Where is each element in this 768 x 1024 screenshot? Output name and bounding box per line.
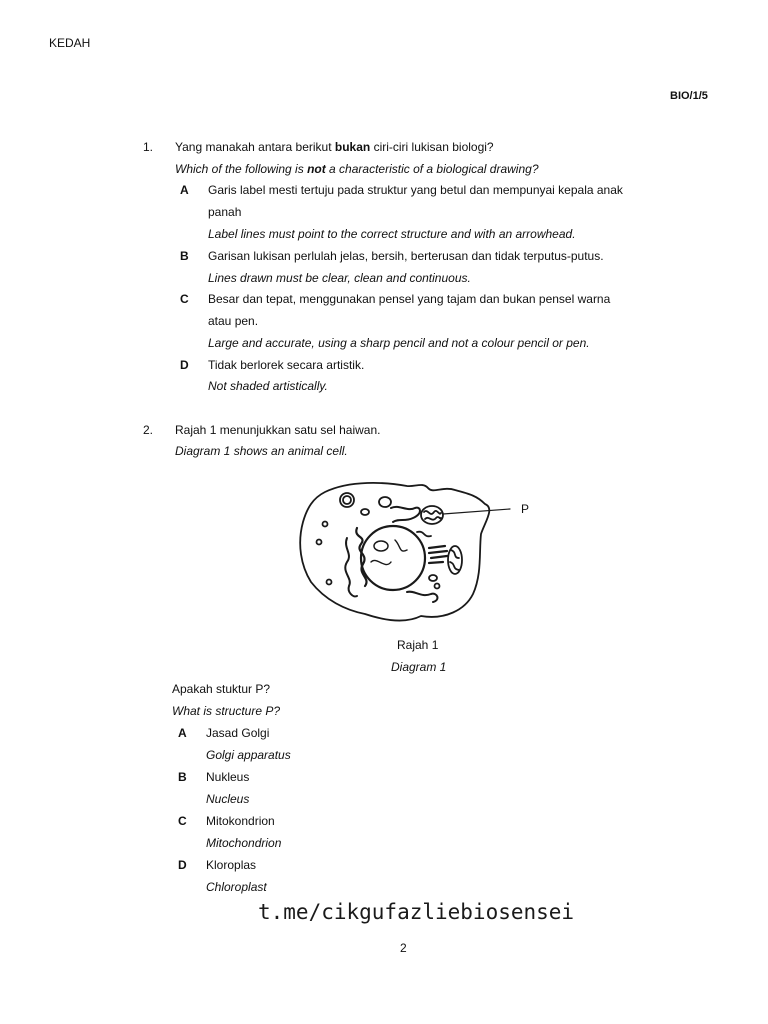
page-number: 2 bbox=[400, 941, 407, 955]
option-text-english: Label lines must point to the correct structure and with an arrowhead. bbox=[208, 227, 576, 241]
diagram-caption-english: Diagram 1 bbox=[391, 660, 447, 674]
option-text-malay: Nukleus bbox=[206, 770, 250, 784]
question-stem-malay: Apakah stuktur P? bbox=[172, 682, 271, 696]
vacuole bbox=[379, 497, 391, 507]
vacuole bbox=[317, 540, 322, 545]
watermark-link[interactable]: t.me/cikgufazliebiosensei bbox=[258, 900, 575, 924]
question-stem-malay: Yang manakah antara berikut bukan ciri-ciri lukisan biologi? bbox=[175, 140, 494, 154]
option-text-english: Large and accurate, using a sharp pencil and not a colour pencil or pen. bbox=[208, 336, 590, 350]
question-intro-english: Diagram 1 shows an animal cell. bbox=[175, 444, 348, 458]
chromatin bbox=[371, 540, 407, 565]
mitochondrion-cristae bbox=[424, 511, 441, 520]
mitochondrion-p bbox=[421, 506, 443, 524]
organelle bbox=[429, 575, 437, 581]
option-text-english: Not shaded artistically. bbox=[208, 379, 328, 393]
option-text-english: Chloroplast bbox=[206, 880, 267, 894]
golgi-apparatus bbox=[429, 546, 447, 563]
option-text-english: Golgi apparatus bbox=[206, 748, 291, 762]
option-text-malay: Garisan lukisan perlulah jelas, bersih, berterusan dan tidak terputus-putus. bbox=[208, 249, 604, 263]
option-letter: A bbox=[178, 726, 187, 740]
animal-cell-diagram bbox=[295, 474, 545, 634]
option-text-malay-cont: atau pen. bbox=[208, 314, 259, 328]
nucleolus bbox=[374, 541, 388, 551]
option-text-english: Nucleus bbox=[206, 792, 250, 806]
option-letter: B bbox=[180, 249, 189, 263]
vacuole bbox=[343, 496, 351, 504]
option-text-malay: Jasad Golgi bbox=[206, 726, 270, 740]
label-line bbox=[443, 509, 510, 514]
question-number: 1. bbox=[143, 140, 154, 154]
option-text-malay: Mitokondrion bbox=[206, 814, 275, 828]
endoplasmic-reticulum bbox=[407, 592, 437, 602]
question-number: 2. bbox=[143, 423, 154, 437]
diagram-caption-malay: Rajah 1 bbox=[397, 638, 439, 652]
nucleus bbox=[361, 526, 425, 590]
endoplasmic-reticulum bbox=[417, 532, 431, 537]
structure-label-p: P bbox=[521, 502, 530, 516]
question-stem-english: What is structure P? bbox=[172, 704, 281, 718]
option-letter: B bbox=[178, 770, 187, 784]
mitochondrion bbox=[448, 546, 462, 574]
question-stem-english: Which of the following is not a characteristic of a biological drawing? bbox=[175, 162, 539, 176]
option-text-malay: Garis label mesti tertuju pada struktur yang betul dan mempunyai kepala anak bbox=[208, 183, 623, 197]
endoplasmic-reticulum bbox=[391, 507, 420, 522]
option-letter: D bbox=[180, 358, 189, 372]
question-intro-malay: Rajah 1 menunjukkan satu sel haiwan. bbox=[175, 423, 381, 437]
option-text-english: Mitochondrion bbox=[206, 836, 282, 850]
organelle bbox=[435, 584, 440, 589]
option-text-malay: Tidak berlorek secara artistik. bbox=[208, 358, 365, 372]
option-text-malay: Besar dan tepat, menggunakan pensel yang tajam dan bukan pensel warna bbox=[208, 292, 611, 306]
option-letter: A bbox=[180, 183, 189, 197]
endoplasmic-reticulum bbox=[345, 538, 357, 596]
paper-code: BIO/1/5 bbox=[670, 90, 708, 102]
option-text-malay-cont: panah bbox=[208, 205, 242, 219]
option-letter: C bbox=[180, 292, 189, 306]
option-letter: D bbox=[178, 858, 187, 872]
option-letter: C bbox=[178, 814, 187, 828]
mitochondrion-cristae bbox=[450, 550, 459, 570]
vacuole bbox=[327, 580, 332, 585]
organelle bbox=[361, 509, 369, 515]
vacuole bbox=[323, 522, 328, 527]
option-text-english: Lines drawn must be clear, clean and continuous. bbox=[208, 271, 471, 285]
option-text-malay: Kloroplas bbox=[206, 858, 257, 872]
region-label: KEDAH bbox=[49, 36, 91, 50]
